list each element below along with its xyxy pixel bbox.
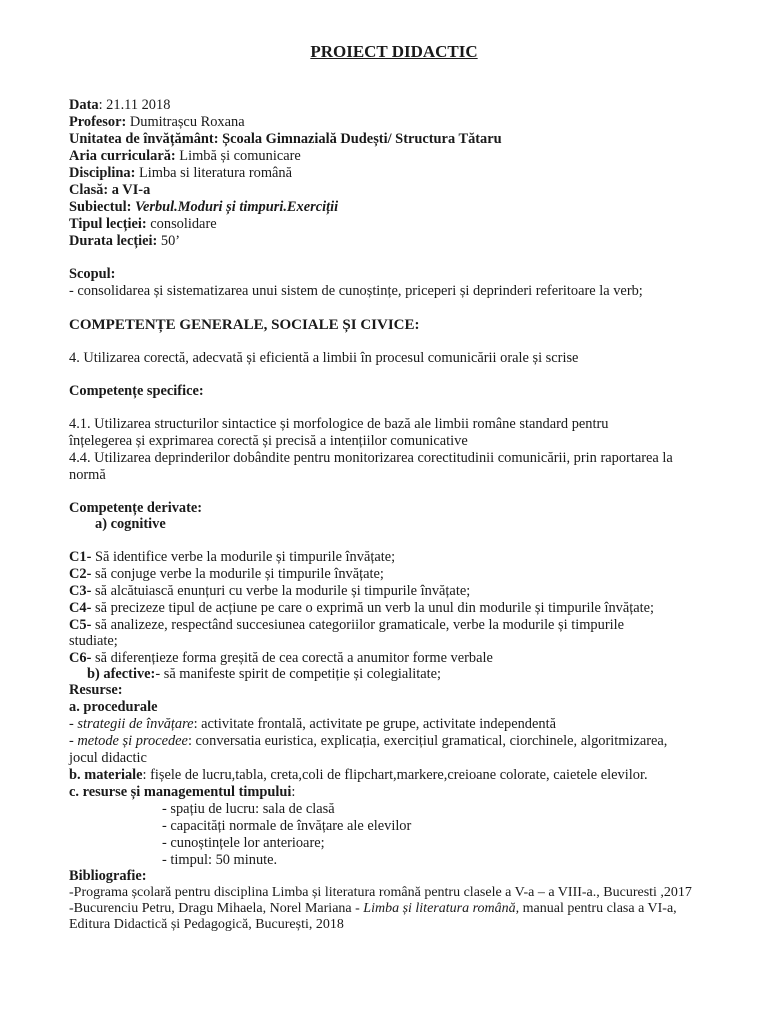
competente-derivate-heading bbox=[69, 500, 202, 517]
metode-label: - metode și procedee bbox=[69, 733, 188, 749]
c2-line bbox=[69, 566, 384, 583]
resurse-timp-heading bbox=[69, 784, 295, 801]
cognitive-subheading bbox=[95, 516, 166, 533]
c4-label: C4- bbox=[69, 600, 92, 616]
subiectul-line bbox=[69, 199, 338, 216]
c1-text: Să identifice verbe la modurile și timpurile învățate; bbox=[91, 549, 396, 565]
c2-label: C2- bbox=[69, 566, 92, 582]
afective-text: - să manifeste spirit de competiție și colegialitate; bbox=[155, 666, 442, 682]
c1-line bbox=[69, 549, 395, 566]
procedurale-subheading bbox=[69, 699, 157, 716]
materiale-line bbox=[69, 767, 648, 784]
afective-label: b) afective: bbox=[87, 666, 156, 682]
resurse-timp-colon: : bbox=[291, 784, 296, 800]
competente-generale-heading-text: COMPETENȚE GENERALE, SOCIALE ȘI CIVICE: bbox=[69, 317, 420, 333]
tipul-label: Tipul lecției: bbox=[69, 216, 147, 232]
clasa-text: Clasă: a VI-a bbox=[69, 182, 151, 198]
competente-derivate-heading-text: Competențe derivate: bbox=[69, 500, 203, 516]
competente-specifice-heading bbox=[69, 383, 204, 400]
timp-item: - spațiu de lucru: sala de clasă bbox=[162, 801, 335, 817]
aria-label: Aria curriculară: bbox=[69, 148, 176, 164]
materiale-label-b: b bbox=[69, 767, 78, 783]
ref2-authors: -Bucurenciu Petru, Dragu Mihaela, Norel Mariana - bbox=[69, 901, 364, 916]
competenta-4-1-line1: 4.1. Utilizarea structurilor sintactice și morfologice de bază ale limbii române standard pentru bbox=[69, 416, 609, 432]
data-value: : 21.11 2018 bbox=[98, 97, 171, 113]
document-title: PROIECT DIDACTIC bbox=[310, 42, 478, 61]
strategii-line bbox=[69, 716, 556, 733]
bibliografie-heading-text: Bibliografie: bbox=[69, 868, 147, 884]
c4-line bbox=[69, 600, 654, 617]
metode-line bbox=[69, 733, 667, 750]
profesor-value: Dumitrașcu Roxana bbox=[126, 114, 245, 130]
metode-text: : conversatia euristica, explicația, exercițiul gramatical, ciorchinele, algoritmizarea, bbox=[187, 733, 668, 749]
c3-line bbox=[69, 583, 470, 600]
tipul-value: consolidare bbox=[146, 216, 217, 232]
subiectul-label: Subiectul: bbox=[69, 199, 132, 215]
c3-label: C3- bbox=[69, 583, 92, 599]
resurse-heading-text: Resurse: bbox=[69, 682, 123, 698]
cognitive-subheading-text: a) cognitive bbox=[95, 516, 166, 532]
c1-label: C1- bbox=[69, 549, 92, 565]
competenta-4-1-line2: înțelegerea și exprimarea corectă și precisă a intențiilor comunicative bbox=[69, 433, 468, 449]
durata-line bbox=[69, 233, 180, 250]
strategii-text: : activitate frontală, activitate pe grupe, activitate independentă bbox=[193, 716, 556, 732]
c6-label: C6- bbox=[69, 650, 92, 666]
timp-item: - timpul: 50 minute. bbox=[162, 852, 278, 868]
scopul-heading bbox=[69, 266, 115, 283]
c5-text: să analizeze, respectând succesiunea categoriilor gramaticale, verbe la modurile și timpurile bbox=[91, 617, 624, 633]
c5-line2: studiate; bbox=[69, 633, 118, 649]
competenta-4-4-line2: normă bbox=[69, 467, 106, 483]
timp-item: - cunoștințele lor anterioare; bbox=[162, 835, 325, 851]
c5-line bbox=[69, 617, 624, 634]
disciplina-line bbox=[69, 165, 292, 182]
materiale-label: . materiale bbox=[77, 767, 143, 783]
ref2-title: Limba și literatura română, bbox=[363, 901, 520, 916]
data-line bbox=[69, 97, 170, 114]
subiectul-value: Verbul.Moduri și timpuri.Exerciții bbox=[131, 199, 339, 215]
ref2-rest: manual pentru clasa a VI-a, bbox=[519, 901, 677, 916]
unitatea-line bbox=[69, 131, 502, 148]
c4-text: să precizeze tipul de acțiune pe care o exprimă un verb la unul din modurile și timpurile învățate; bbox=[91, 600, 655, 616]
profesor-label: Profesor: bbox=[69, 114, 127, 130]
disciplina-label: Disciplina: bbox=[69, 165, 136, 181]
competente-specifice-heading-text: Competențe specifice: bbox=[69, 383, 204, 399]
aria-value: Limbă și comunicare bbox=[175, 148, 301, 164]
durata-value: 50’ bbox=[157, 233, 181, 249]
scopul-heading-text: Scopul: bbox=[69, 266, 116, 282]
bibliografie-ref3: Editura Didactică și Pedagogică, București, 2018 bbox=[69, 917, 344, 932]
competenta-generala-item: 4. Utilizarea corectă, adecvată și eficientă a limbii în procesul comunicării orale și scrise bbox=[69, 350, 579, 366]
afective-line bbox=[87, 666, 441, 683]
scopul-text: - consolidarea și sistematizarea unui sistem de cunoștințe, priceperi și deprinderi referitoare la verb; bbox=[69, 283, 643, 299]
metode-line2: jocul didactic bbox=[69, 750, 147, 766]
strategii-label: - strategii de învățare bbox=[69, 716, 194, 732]
aria-line bbox=[69, 148, 301, 165]
data-label: Data bbox=[69, 97, 99, 113]
bibliografie-ref1: -Programa școlară pentru disciplina Limba și literatura română pentru clasele a V-a – a VIII-a., Bucuresti ,2017 bbox=[69, 885, 692, 900]
unitatea-text: Unitatea de învățământ: Școala Gimnazială Dudești/ Structura Tătaru bbox=[69, 131, 502, 147]
c6-text: să diferențieze forma greșită de cea corectă a anumitor forme verbale bbox=[91, 650, 493, 666]
tipul-line bbox=[69, 216, 217, 233]
c2-text: să conjuge verbe la modurile și timpurile învățate; bbox=[91, 566, 384, 582]
c5-label: C5- bbox=[69, 617, 92, 633]
resurse-timp-label: c. resurse și managementul timpului bbox=[69, 784, 292, 800]
bibliografie-heading bbox=[69, 868, 147, 885]
disciplina-value: Limba si literatura română bbox=[135, 165, 293, 181]
profesor-line bbox=[69, 114, 245, 131]
clasa-line bbox=[69, 182, 150, 199]
competente-generale-heading bbox=[69, 317, 420, 334]
timp-item: - capacități normale de învățare ale elevilor bbox=[162, 818, 412, 834]
durata-label: Durata lecției: bbox=[69, 233, 158, 249]
c6-line bbox=[69, 650, 493, 667]
procedurale-subheading-text: a. procedurale bbox=[69, 699, 158, 715]
resurse-heading bbox=[69, 682, 123, 699]
c3-text: să alcătuiască enunțuri cu verbe la modurile și timpurile învățate; bbox=[91, 583, 471, 599]
competenta-4-4-line1: 4.4. Utilizarea deprinderilor dobândite pentru monitorizarea corectitudinii comunicării, prin raportarea la bbox=[69, 450, 673, 466]
bibliografie-ref2 bbox=[69, 900, 677, 917]
materiale-text: : fișele de lucru,tabla, creta,coli de flipchart,markere,creioane colorate, caietele elevilor. bbox=[142, 767, 648, 783]
